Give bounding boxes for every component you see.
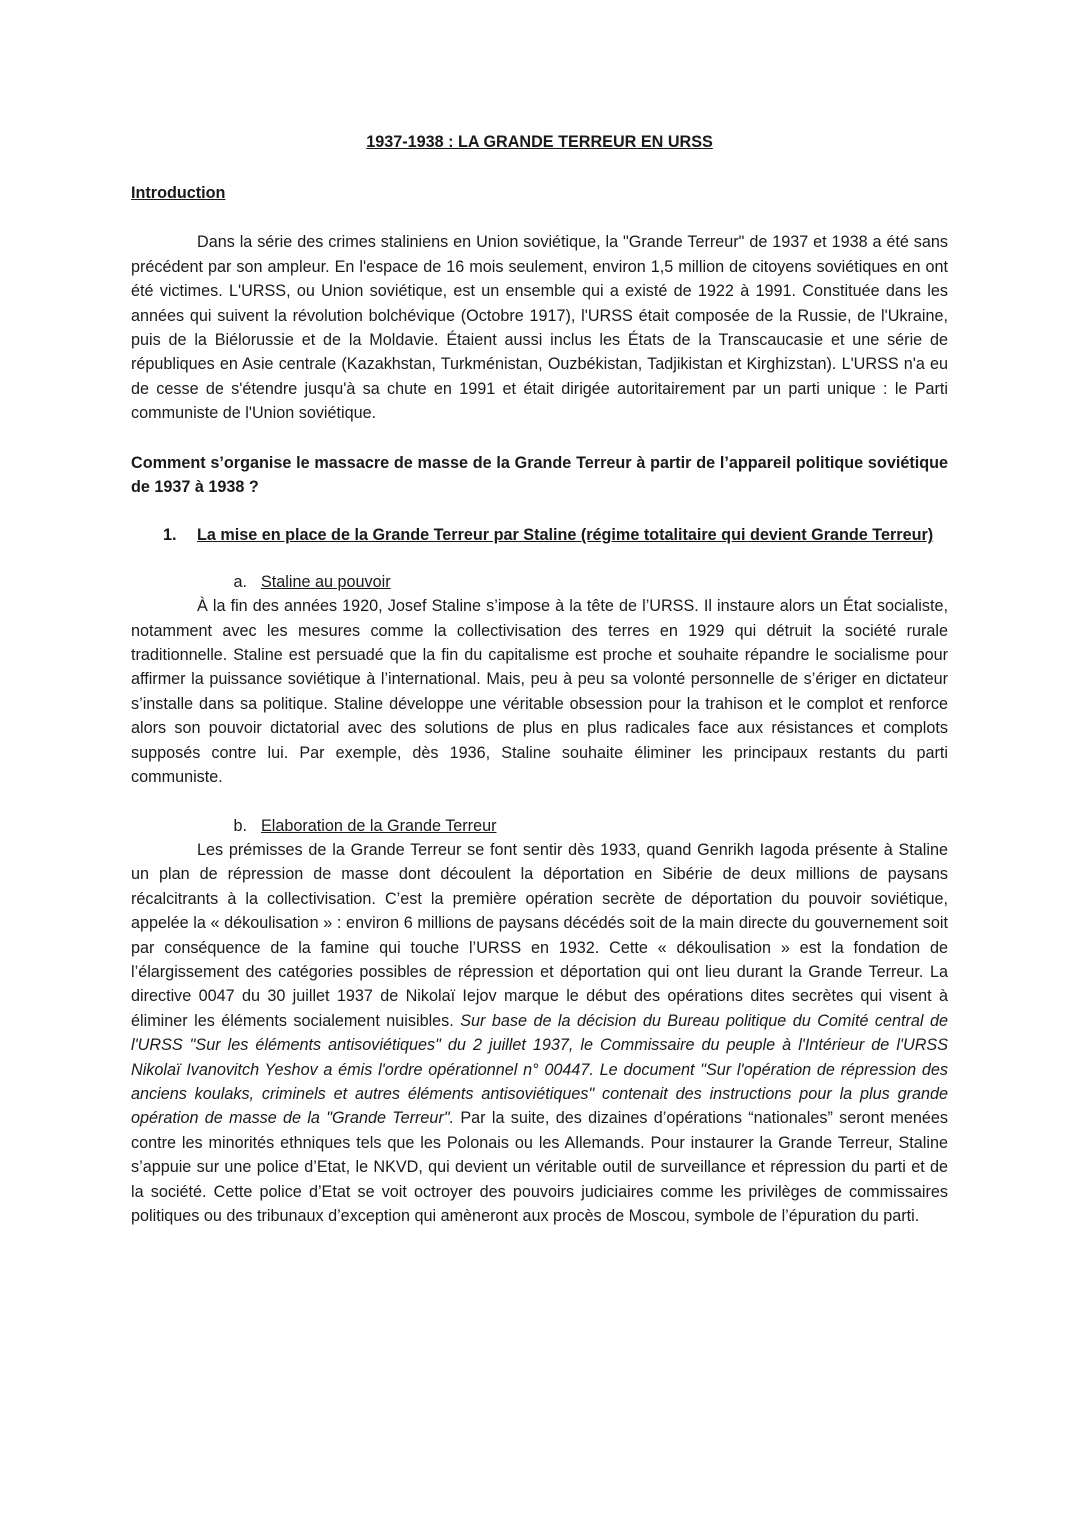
document-page bbox=[131, 130, 948, 1228]
subsection-title: Elaboration de la Grande Terreur bbox=[261, 816, 497, 835]
introduction-paragraph: Dans la série des crimes staliniens en Union soviétique, la "Grande Terreur" de 1937 et 1938 a été sans précédent par son ampleur. En l'espace de 16 mois seulement, environ 1,5 million de citoyens soviétiques en ont été victimes. L'URSS, ou Union soviétique, est un ensemble qui a existé de 1922 à 1991. Constituée dans les années qui suivent la révolution bolchévique (Octobre 1917), l'URSS était composée de la Russie, de l'Ukraine, puis de la Biélorussie et de la Moldavie. Étaient aussi inclus les États de la Transcaucasie et une série de républiques en Asie centrale (Kazakhstan, Turkménistan, Ouzbékistan, Tadjikistan et Kirghizstan). L'URSS n'a eu de cesse de s'étendre jusqu'à sa chute en 1991 et était dirigée autoritairement par un parti unique : le Parti communiste de l'Union soviétique. bbox=[131, 233, 948, 423]
subsection-b-paragraph bbox=[131, 838, 948, 1229]
quoted-source-text: Sur base de la décision du Bureau politique du Comité central de l'URSS "Sur les éléments antisoviétiques" du 2 juillet 1937, le Commissaire du peuple à l'Intérieur de l'URSS Nikolaï Ivanovitch Yeshov a émis l'ordre opérationnel n° 00447. Le document "Sur l'opération de répression des anciens koulaks, criminels et autres éléments antisoviétiques" contenait des instructions pour la plus grande opération de masse de la "Grande Terreur". bbox=[131, 1011, 948, 1128]
subsection-letter: a. bbox=[233, 572, 247, 591]
subsection-title: Staline au pouvoir bbox=[261, 572, 391, 591]
subsection-a-heading bbox=[131, 570, 948, 594]
problematique-question: Comment s’organise le massacre de masse de la Grande Terreur à partir de l’appareil politique soviétique de 1937 à 1938 ? bbox=[131, 453, 948, 497]
subsection-a-paragraph: À la fin des années 1920, Josef Staline s’impose à la tête de l’URSS. Il instaure alors un État socialiste, notamment avec les mesures comme la collectivisation des terres en 1929 qui détruit la société rurale traditionnelle. Staline est persuadé que la fin du capitalisme est proche et souhaite répandre le socialisme pour affirmer la puissance soviétique à l’international. Mais, peu à peu sa volonté personnelle de s’ériger en dictateur s’installe dans sa politique. Staline développe une véritable obsession pour la trahison et le complot et renforce alors son pouvoir dictatorial avec des solutions de plus en plus radicales face aux résistances et complots supposés contre lui. Par exemple, dès 1936, Staline souhaite éliminer les principaux restants du parti communiste. bbox=[131, 597, 948, 787]
section-number: 1. bbox=[163, 526, 177, 545]
paragraph-text: Par la suite, des dizaines d’opérations “nationales” seront menées contre les minorités ethniques tels que les Polonais ou les Allemands. Pour instaurer la Grande Terreur, Staline s’appuie sur une police d’Etat, le NKVD, qui devient un véritable outil de surveillance et répression du parti et de la société. Cette police d’Etat se voit octroyer des pouvoirs judiciaires comme les privilèges de commissaires politiques ou des tribunaux d’exception qui amèneront aux procès de Moscou, symbole de l’épuration du parti. bbox=[131, 1109, 948, 1225]
paragraph-text: Les prémisses de la Grande Terreur se font sentir dès 1933, quand Genrikh Iagoda présente à Staline un plan de répression de masse dont découlent la déportation en Sibérie de deux millions de paysans récalcitrants à la collectivisation. C’est la première opération secrète de déportation du pouvoir soviétique, appelée la « dékoulisation » : environ 6 millions de paysans décédés soit de la main directe du gouvernement soit par conséquence de la famine qui touche l’URSS en 1932. Cette « dékoulisation » est la fondation de l’élargissement des catégories possibles de répression et déportation qui ont lieu durant la Grande Terreur. La directive 0047 du 30 juillet 1937 de Nikolaï Iejov marque le début des opérations dites secrètes qui visent à éliminer les éléments socialement nuisibles. bbox=[131, 840, 948, 1030]
document-title: 1937-1938 : LA GRANDE TERREUR EN URSS bbox=[366, 133, 713, 151]
section-1-heading bbox=[131, 523, 948, 547]
section-title: La mise en place de la Grande Terreur par Staline (régime totalitaire qui devient Grande Terreur) bbox=[197, 526, 934, 545]
subsection-letter: b. bbox=[233, 816, 247, 835]
introduction-heading: Introduction bbox=[131, 184, 226, 202]
subsection-b-heading bbox=[131, 814, 948, 838]
